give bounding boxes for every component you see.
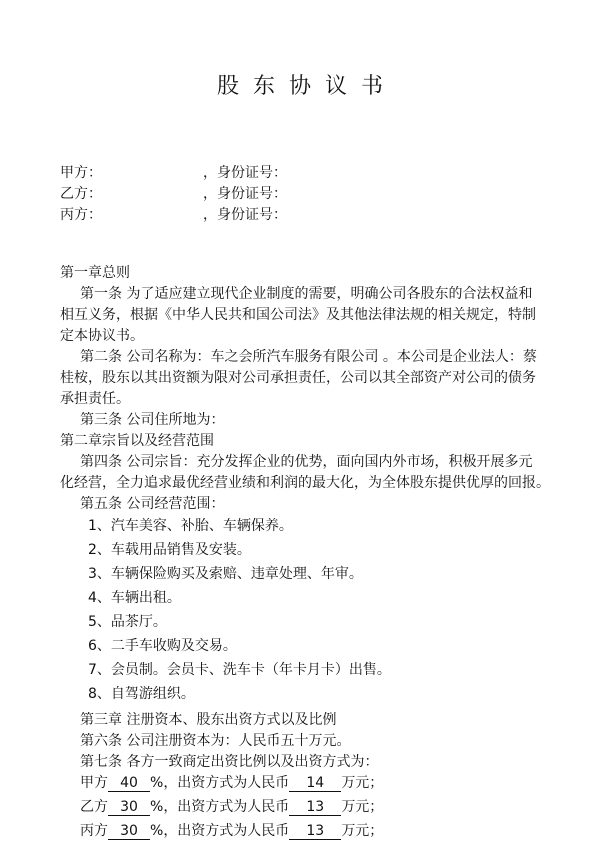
share-unit: 万元；	[341, 799, 384, 815]
business-item: 7、会员制。会员卡、洗车卡（年卡月卡）出售。	[88, 662, 391, 678]
article4-line: 化经营，全力追求最优经营业绩和利润的最大化，为全体股东提供优厚的回报。	[60, 475, 550, 491]
chapter3-heading: 第三章 注册资本、股东出资方式以及比例	[80, 712, 337, 728]
article2-line: 第二条 公司名称为：车之会所汽车服务有限公司 。本公司是企业法人：蔡	[80, 349, 537, 365]
business-item: 1、汽车美容、补胎、车辆保养。	[88, 518, 293, 534]
party-c-label: 丙方：	[60, 207, 102, 223]
business-item: 6、二手车收购及交易。	[88, 638, 237, 654]
article1-line: 定本协议书。	[60, 328, 144, 344]
share-unit: 万元；	[341, 823, 384, 839]
article5: 第五条 公司经营范围：	[80, 496, 225, 512]
share-unit: 万元；	[341, 775, 384, 791]
share-party: 甲方	[80, 775, 108, 791]
share-party: 丙方	[80, 823, 108, 839]
article1-line: 第一条 为了适应建立现代企业制度的需要，明确公司各股东的合法权益和	[80, 286, 533, 302]
article2-line: 桂桉，股东以其出资额为限对公司承担责任，公司以其全部资产对公司的债务	[60, 370, 536, 386]
percent-sign: %	[150, 775, 164, 791]
share-percent-blank: 30	[108, 799, 150, 816]
share-method: ，出资方式为人民币	[163, 799, 290, 815]
party-a-id-label: ，身份证号：	[203, 165, 287, 181]
share-method: ，出资方式为人民币	[163, 775, 290, 791]
article2-line: 承担责任。	[60, 391, 130, 407]
share-method: ，出资方式为人民币	[163, 823, 290, 839]
party-a-label: 甲方：	[60, 165, 102, 181]
party-b-id-label: ，身份证号：	[203, 186, 287, 202]
share-percent-blank: 40	[108, 775, 150, 792]
business-item: 8、自驾游组织。	[88, 686, 195, 702]
percent-sign: %	[150, 799, 164, 815]
business-item: 3、车辆保险购买及索赔、违章处理、年审。	[88, 566, 363, 582]
percent-sign: %	[150, 823, 164, 839]
business-item: 2、车载用品销售及安装。	[88, 542, 251, 558]
share-amount-blank: 13	[289, 823, 341, 840]
share-row-b	[80, 797, 383, 817]
share-amount-blank: 14	[289, 775, 341, 792]
article6: 第六条 公司注册资本为：人民币五十万元。	[80, 733, 351, 749]
chapter1-heading: 第一章总则	[60, 265, 130, 281]
article7: 第七条 各方一致商定出资比例以及出资方式为：	[80, 754, 379, 770]
share-percent-blank: 30	[108, 823, 150, 840]
party-c-id-label: ，身份证号：	[203, 207, 287, 223]
chapter2-heading: 第二章宗旨以及经营范围	[60, 433, 214, 449]
article3: 第三条 公司住所地为：	[80, 412, 225, 428]
share-row-c	[80, 821, 383, 841]
business-item: 5、品茶厅。	[88, 614, 167, 630]
article1-line: 相互义务，根据《中华人民共和国公司法》及其他法律法规的相关规定，特制	[60, 307, 536, 323]
party-b-label: 乙方：	[60, 186, 102, 202]
document-title: 股东协议书	[216, 74, 397, 99]
article4-line: 第四条 公司宗旨：充分发挥企业的优势，面向国内外市场，积极开展多元	[80, 454, 533, 470]
share-amount-blank: 13	[289, 799, 341, 816]
business-item: 4、车辆出租。	[88, 590, 181, 606]
share-row-a	[80, 773, 383, 793]
share-party: 乙方	[80, 799, 108, 815]
